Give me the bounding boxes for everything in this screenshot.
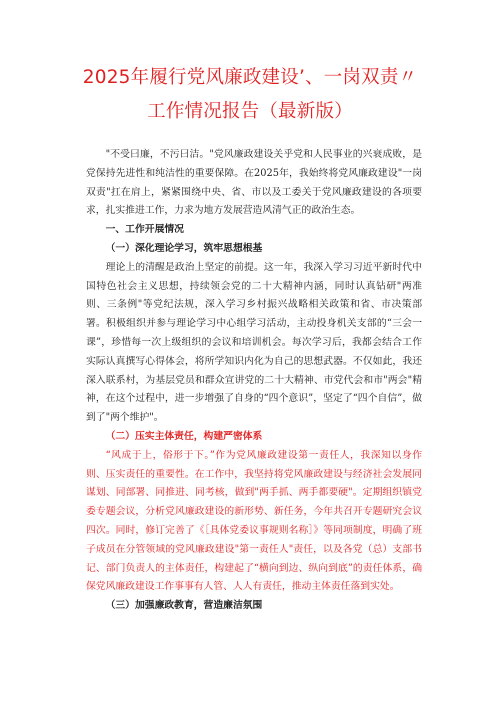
subsection-heading-2: （二）压实主体责任，构建严密体系 xyxy=(105,430,263,442)
subsection-2-paragraph: “风成于上，俗形于下。”作为党风廉政建设第一责任人，我深知以身作则、压实责任的重要性。在工作中，我坚持将党风廉政建设与经济社会发展同谋划、同部署、同推进、同考核，做到"两手抓、两手都要硬"。定期组织镇党委专题会议，分析党风廉政建设的新形势、新任务，今年共召开专题研究会议四次。同时，修订完善了《［具体党委议事规则名称］》等同项制度，明确了班子成员在分管领域的党风廉政建设"第一责任人"责任，以及各党（总）支部书记、部门负责人的主体责任，构建起了“横向到边、纵向到底”的责任体系，确保党风廉政建设工作事事有人管、人人有责任，推动主体责任落到实处。 xyxy=(86,449,422,593)
section-heading-1: 一、工作开展情况 xyxy=(105,224,184,236)
subsection-heading-1: （一）深化理论学习，筑牢思想根基 xyxy=(105,242,263,254)
document-title-line1: 2025年履行党风廉政建设’、一岗双责〃 xyxy=(82,67,418,88)
subsection-heading-3: （三）加强廉政教育，营造廉洁氛围 xyxy=(105,600,263,612)
document-body xyxy=(86,146,422,616)
document-title-line2: 工作情况报告（最新版） xyxy=(147,101,353,122)
subsection-1-paragraph: 理论上的清醒是政治上坚定的前提。这一年，我深入学习习近平新时代中国特色社会主义思想，持续领会党的二十大精神内涵，同时认真钻研"两准则、三条例"等党纪法规，深入学习乡村振兴战略相关政策和省、市决策部署。积极组织并参与理论学习中心组学习活动，主动投身机关支部的“三会一课”，珍惜每一次上级组织的会议和培训机会。每次学习后，我都会结合工作实际认真撰写心得体会，将所学知识内化为自己的思想武器。不仅如此，我还深入联系村，为基层党员和群众宣讲党的二十大精神、市党代会和市"两会"精神，在这个过程中，进一步增强了自身的“四个意识”，坚定了“四个自信”，做到了"两个维护"。 xyxy=(86,261,422,424)
intro-paragraph: "不受曰廉，不污曰洁。"党风廉政建设关乎党和人民事业的兴衰成败，是党保持先进性和纯洁性的重要保障。在2025年，我始终将党风廉政建设"一岗双责"扛在肩上，紧紧围绕中央、省、市以及工委关于党风廉政建设的各项要求，扎实推进工作，力求为地方发展营造风清气正的政治生态。 xyxy=(86,149,422,217)
